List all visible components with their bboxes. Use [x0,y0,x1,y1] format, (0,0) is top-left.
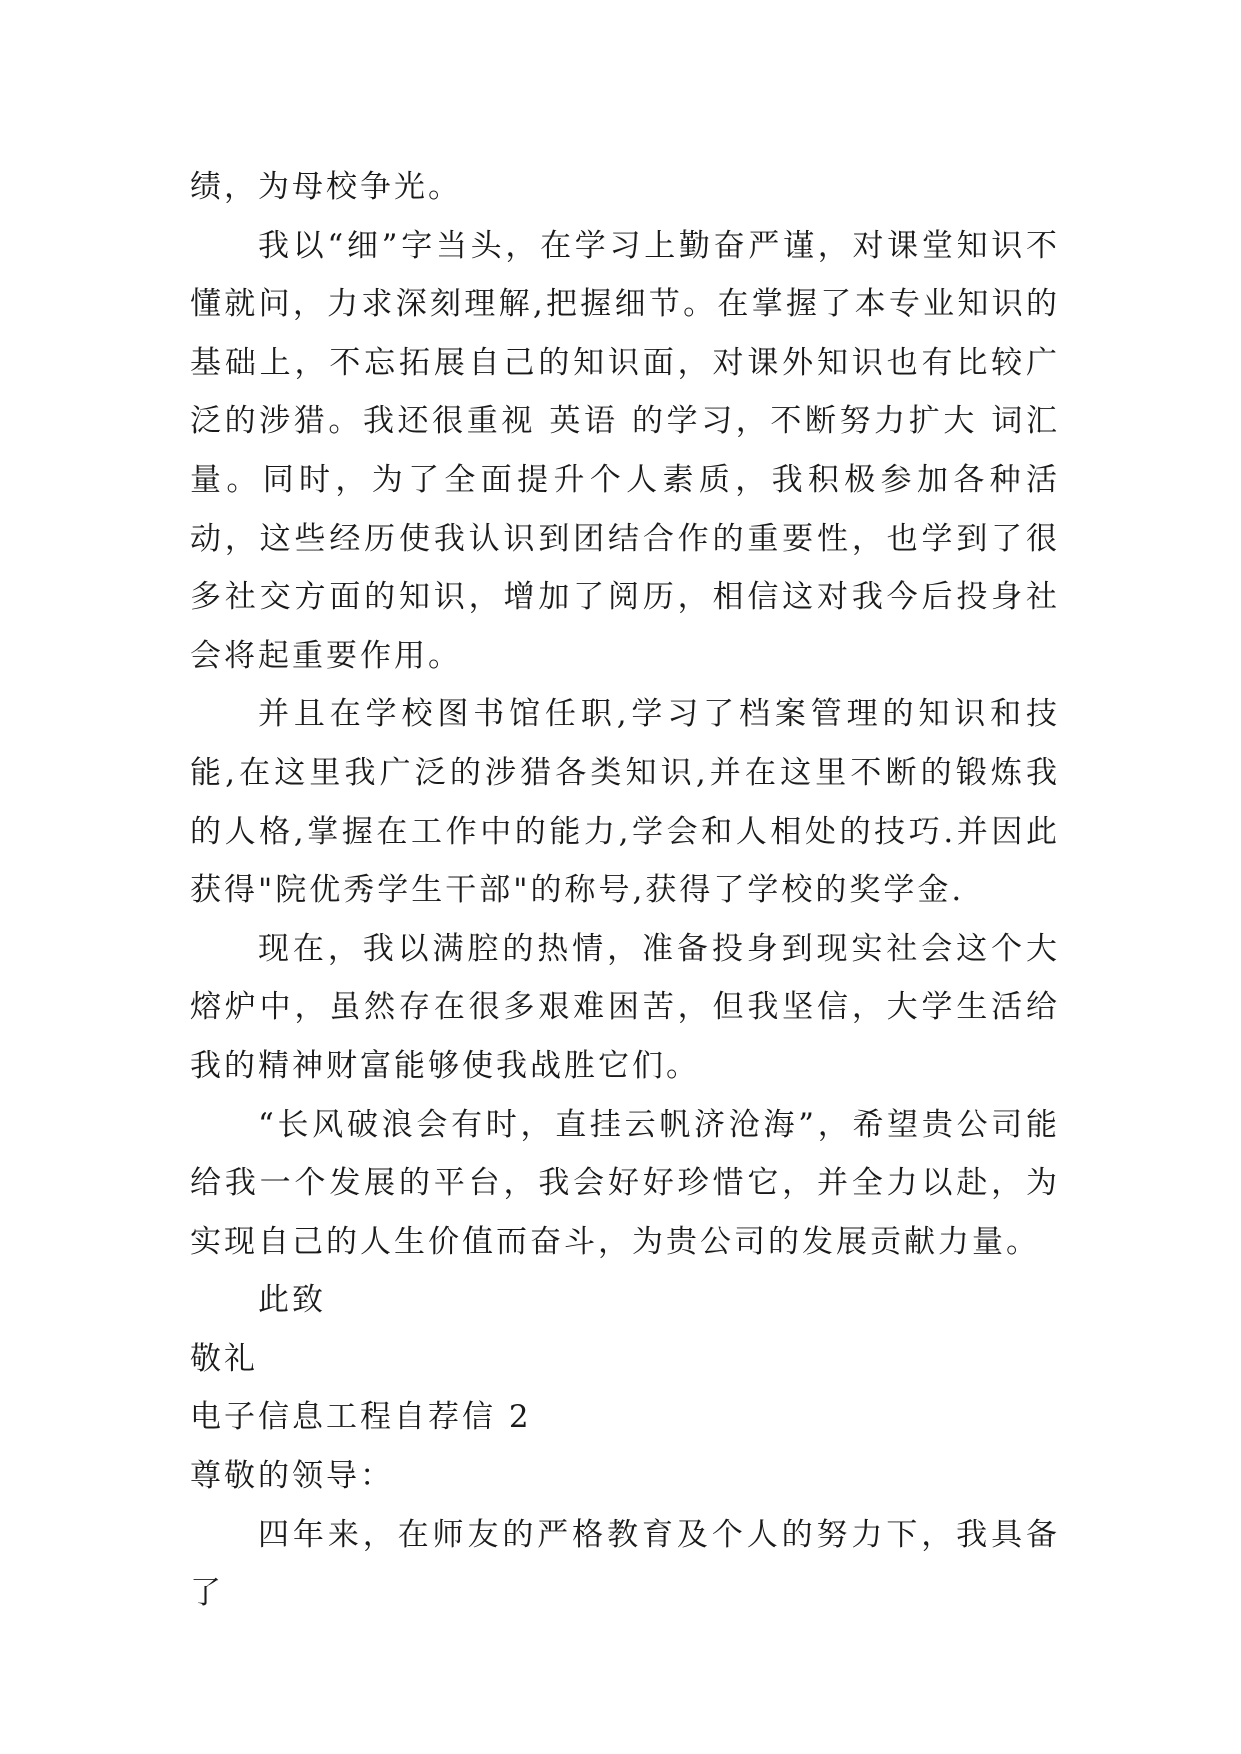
paragraph-four-years: 四年来，在师友的严格教育及个人的努力下，我具备了 [190,1516,1060,1612]
paragraph-library-work: 并且在学校图书馆任职,学习了档案管理的知识和技能,在这里我广泛的涉猎各类知识,并在这里不断的锻炼我的人格,掌握在工作中的能力,学会和人相处的技巧.并因此获得"院优秀学生干部"的称号,获得了学校的奖学金. [190,696,1060,909]
paragraph-enthusiasm: 现在，我以满腔的热情，准备投身到现实社会这个大熔炉中，虽然存在很多艰难困苦，但我坚信，大学生活给我的精神财富能够使我战胜它们。 [190,930,1060,1084]
salutation-jingli: 敬礼 [190,1340,258,1377]
section-heading: 电子信息工程自荐信 2 [190,1399,532,1436]
letter-body [190,158,1060,1623]
paragraph-closing-fragment: 绩，为母校争光。 [190,169,462,205]
salutation-cizhi: 此致 [258,1282,326,1319]
paragraph-hope: “长风破浪会有时，直挂云帆济沧海”，希望贵公司能给我一个发展的平台，我会好好珍惜它，并全力以赴，为实现自己的人生价值而奋斗，为贵公司的发展贡献力量。 [190,1106,1060,1260]
greeting: 尊敬的领导： [190,1458,394,1495]
paragraph-study-attitude: 我以“细”字当头，在学习上勤奋严谨，对课堂知识不懂就问，力求深刻理解,把握细节。在掌握了本专业知识的基础上，不忘拓展自己的知识面，对课外知识也有比较广泛的涉猎。我还很重视 英语 的学习，不断努力扩大 词汇 量。同时，为了全面提升个人素质，我积极参加各种活动，这些经历使我认识到团结合作的重要性，也学到了很多社交方面的知识，增加了阅历，相信这对我今后投身社会将起重要作用。 [190,227,1060,674]
